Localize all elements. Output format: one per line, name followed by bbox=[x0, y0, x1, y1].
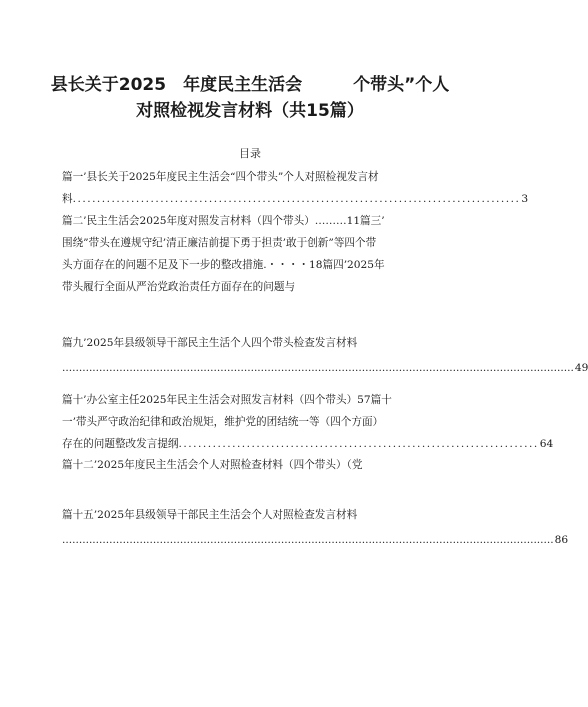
document-title-line-2: 对照检视发言材料（共15篇） bbox=[136, 101, 364, 121]
toc-line: 篇一’县长关于2025年度民主生活会“四个带头”个人对照检视发言材 bbox=[62, 171, 379, 183]
toc-line: 带头履行全面从严治党政治责任方面存在的问题与 bbox=[62, 281, 296, 293]
toc-entry-9-page bbox=[62, 361, 588, 375]
toc-line: 篇十’办公室主任2025年民主生活会对照发言材料（四个带头）57篇十 bbox=[62, 394, 392, 406]
toc-line: 篇九’2025年县级领导干部民主生活个人四个带头检查发言材料 bbox=[62, 337, 358, 349]
toc-line: 篇十二’2025年度民主生活会个人对照检查材料（四个带头）（党 bbox=[62, 459, 363, 471]
toc-entry-text: 存在的问题整改发言提纲 bbox=[62, 438, 179, 450]
toc-line: 围绕”带头在遵规守纪’清正廉洁前提下勇于担责’敢于创新”等四个带 bbox=[62, 237, 377, 249]
toc-page-number: 86 bbox=[554, 534, 569, 546]
toc-leader-dots: .......................................................................... bbox=[178, 438, 539, 450]
document-title-line-1: 县长关于2025 年度民主生活会 个带头”个人 bbox=[50, 75, 450, 95]
toc-line: 头方面存在的问题不足及下一步的整改措施.・・・・18篇四’2025年 bbox=[62, 259, 385, 271]
toc-heading: 目录 bbox=[239, 147, 261, 160]
toc-entry-11-page bbox=[62, 437, 554, 451]
toc-page-number: 64 bbox=[539, 438, 554, 450]
toc-page-number: 49 bbox=[574, 362, 588, 374]
toc-line: 篇十五’2025年县级领导干部民主生活会个人对照检查发言材料 bbox=[62, 509, 358, 521]
toc-leader-dots: ........................................................................................................................................................ bbox=[62, 362, 574, 374]
toc-entry-15-page bbox=[62, 533, 569, 547]
toc-line: 篇二’民主生活会2025年度对照发言材料（四个带头）………11篇三’ bbox=[62, 215, 385, 227]
toc-entry-text: 料 bbox=[62, 193, 73, 205]
toc-leader-dots: .................................................................................................................................................. bbox=[62, 534, 554, 546]
toc-page-number: 3 bbox=[521, 193, 529, 205]
toc-entry-1-continuation bbox=[62, 192, 529, 206]
toc-line: 一’带头严守政治纪律和政治规矩，维护党的团结统一等（四个方面） bbox=[62, 416, 384, 428]
toc-leader-dots: ............................................................................................ bbox=[72, 193, 521, 205]
